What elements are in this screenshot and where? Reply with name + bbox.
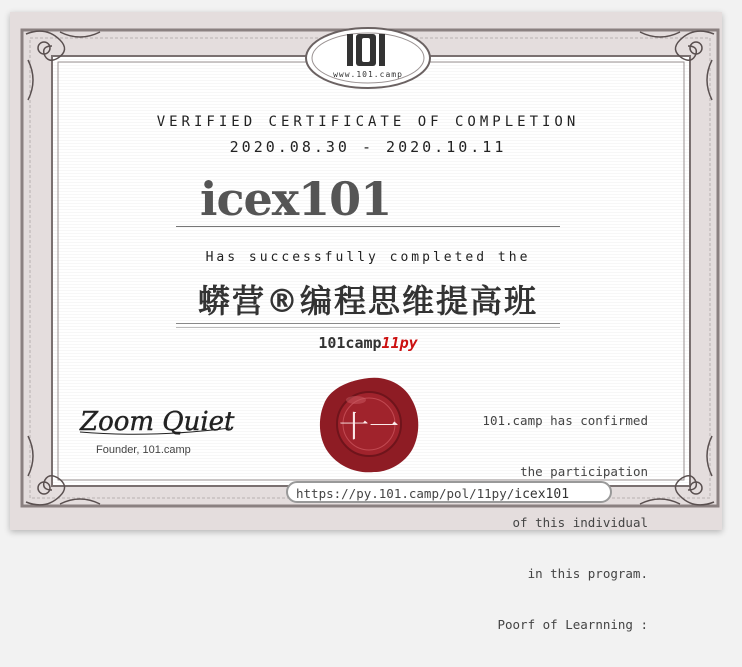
- confirmation-line: Poorf of Learnning :: [497, 617, 648, 632]
- course-name: 蟒营®编程思维提高班: [197, 282, 538, 320]
- confirmation-line: 101.camp has confirmed: [482, 413, 648, 428]
- camp-logo: [300, 24, 436, 90]
- course-underline: [176, 323, 560, 324]
- certificate-dates: 2020.08.30 - 2020.10.11: [229, 138, 507, 156]
- corner-ornament-top-right: [640, 31, 714, 100]
- seal-text: 十一: [339, 410, 399, 445]
- recipient-name: icex101: [200, 172, 392, 226]
- confirmation-text: [430, 378, 648, 667]
- camp-code-prefix: 101camp: [318, 334, 382, 352]
- certificate-title: VERIFIED CERTIFICATE OF COMPLETION: [156, 114, 580, 130]
- recipient-underline: [176, 226, 560, 227]
- course-underline-secondary: [176, 327, 560, 328]
- corner-ornament-bottom-left: [26, 436, 100, 505]
- corner-ornament-bottom-right: [640, 436, 714, 505]
- camp-code: [82, 334, 654, 352]
- confirmation-line: in this program.: [527, 566, 648, 581]
- proof-url-prefix: https://py.101.camp/pol/11py/: [296, 486, 515, 501]
- confirmation-line: the participation: [520, 464, 648, 479]
- svg-text:Zoom Quiet: Zoom Quiet: [80, 407, 235, 437]
- founder-signature: [76, 398, 236, 440]
- completion-statement: Has successfully completed the: [205, 250, 531, 265]
- founder-role: Founder, 101.camp: [96, 444, 191, 456]
- logo-site-url: www.101.camp: [333, 70, 403, 79]
- proof-url[interactable]: [286, 481, 612, 503]
- corner-ornament-top-left: [26, 31, 100, 100]
- confirmation-line: of this individual: [512, 515, 648, 530]
- proof-url-id: icex101: [514, 487, 570, 502]
- camp-code-suffix: 11py: [381, 334, 418, 352]
